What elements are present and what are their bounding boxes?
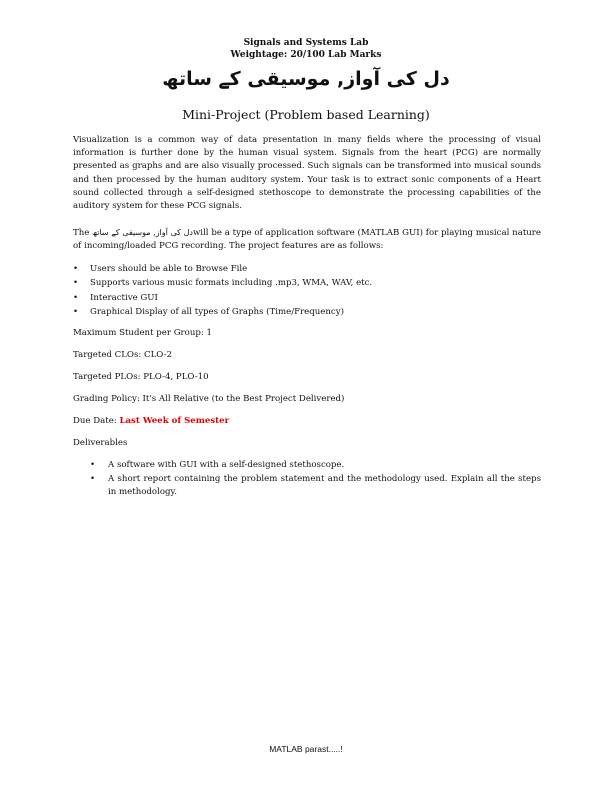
- list-item: • Users should be able to Browse File: [73, 262, 543, 276]
- deliverables-list: [90, 459, 541, 501]
- course-title: Signals and Systems Lab: [243, 38, 369, 48]
- grading-policy: Grading Policy: It's All Relative (to the Best Project Delivered): [73, 394, 345, 404]
- bullet-icon: •: [73, 278, 79, 289]
- due-date: [73, 416, 229, 426]
- desc-suffix: will be a type of application software (MATLAB GUI) for playing musical nature of incoming/loaded PCG recording. The project features are as follows:: [73, 228, 542, 252]
- list-item: • A short report containing the problem statement and the methodology used. Explain all the steps in methodology.: [90, 474, 541, 498]
- bullet-icon: •: [73, 264, 79, 274]
- intro-paragraph: Visualization is a common way of data presentation in many fields where the processing of visual information is further done by the human visual system. Signals from the heart (PCG) are normally presented as graphs and are also visually processed. Such signals can be transformed into musical sounds and then processed by the human auditory system. Your task is to extract sonic components of a Heart sound collected through a self-designed stethoscope to demonstrate the processing capabilities of the auditory system for these PCG signals.: [73, 135, 541, 212]
- urdu-project-title: دل کی آواز, موسیقی کے ساتھ: [162, 68, 450, 90]
- list-item: • Interactive GUI: [73, 291, 543, 305]
- due-date-label: Due Date:: [73, 416, 120, 426]
- page-footer: MATLAB parast.....!: [269, 744, 343, 754]
- project-subtitle: Mini-Project (Problem based Learning): [182, 107, 430, 122]
- list-item: • Graphical Display of all types of Graphs (Time/Frequency): [73, 305, 543, 319]
- list-item: • Supports various music formats including .mp3, WMA, WAV, etc.: [73, 276, 543, 290]
- desc-prefix: The: [73, 228, 93, 238]
- feature-list: [73, 262, 543, 319]
- list-item: • A software with GUI with a self-designed stethoscope.: [90, 459, 541, 472]
- bullet-icon: •: [90, 474, 96, 485]
- deliverables-heading: Deliverables: [73, 438, 128, 448]
- desc-urdu-name: دل کی آواز, موسیقی کے ساتھ: [92, 228, 193, 237]
- max-students: Maximum Student per Group: 1: [73, 328, 212, 338]
- bullet-icon: •: [90, 460, 96, 470]
- targeted-plos: Targeted PLOs: PLO-4, PLO-10: [73, 372, 209, 382]
- weightage: Weightage: 20/100 Lab Marks: [230, 50, 382, 60]
- project-description: [73, 226, 541, 253]
- due-date-value: Last Week of Semester: [119, 416, 230, 426]
- bullet-icon: •: [73, 306, 79, 317]
- targeted-clos: Targeted CLOs: CLO-2: [73, 350, 173, 360]
- bullet-icon: •: [73, 292, 79, 303]
